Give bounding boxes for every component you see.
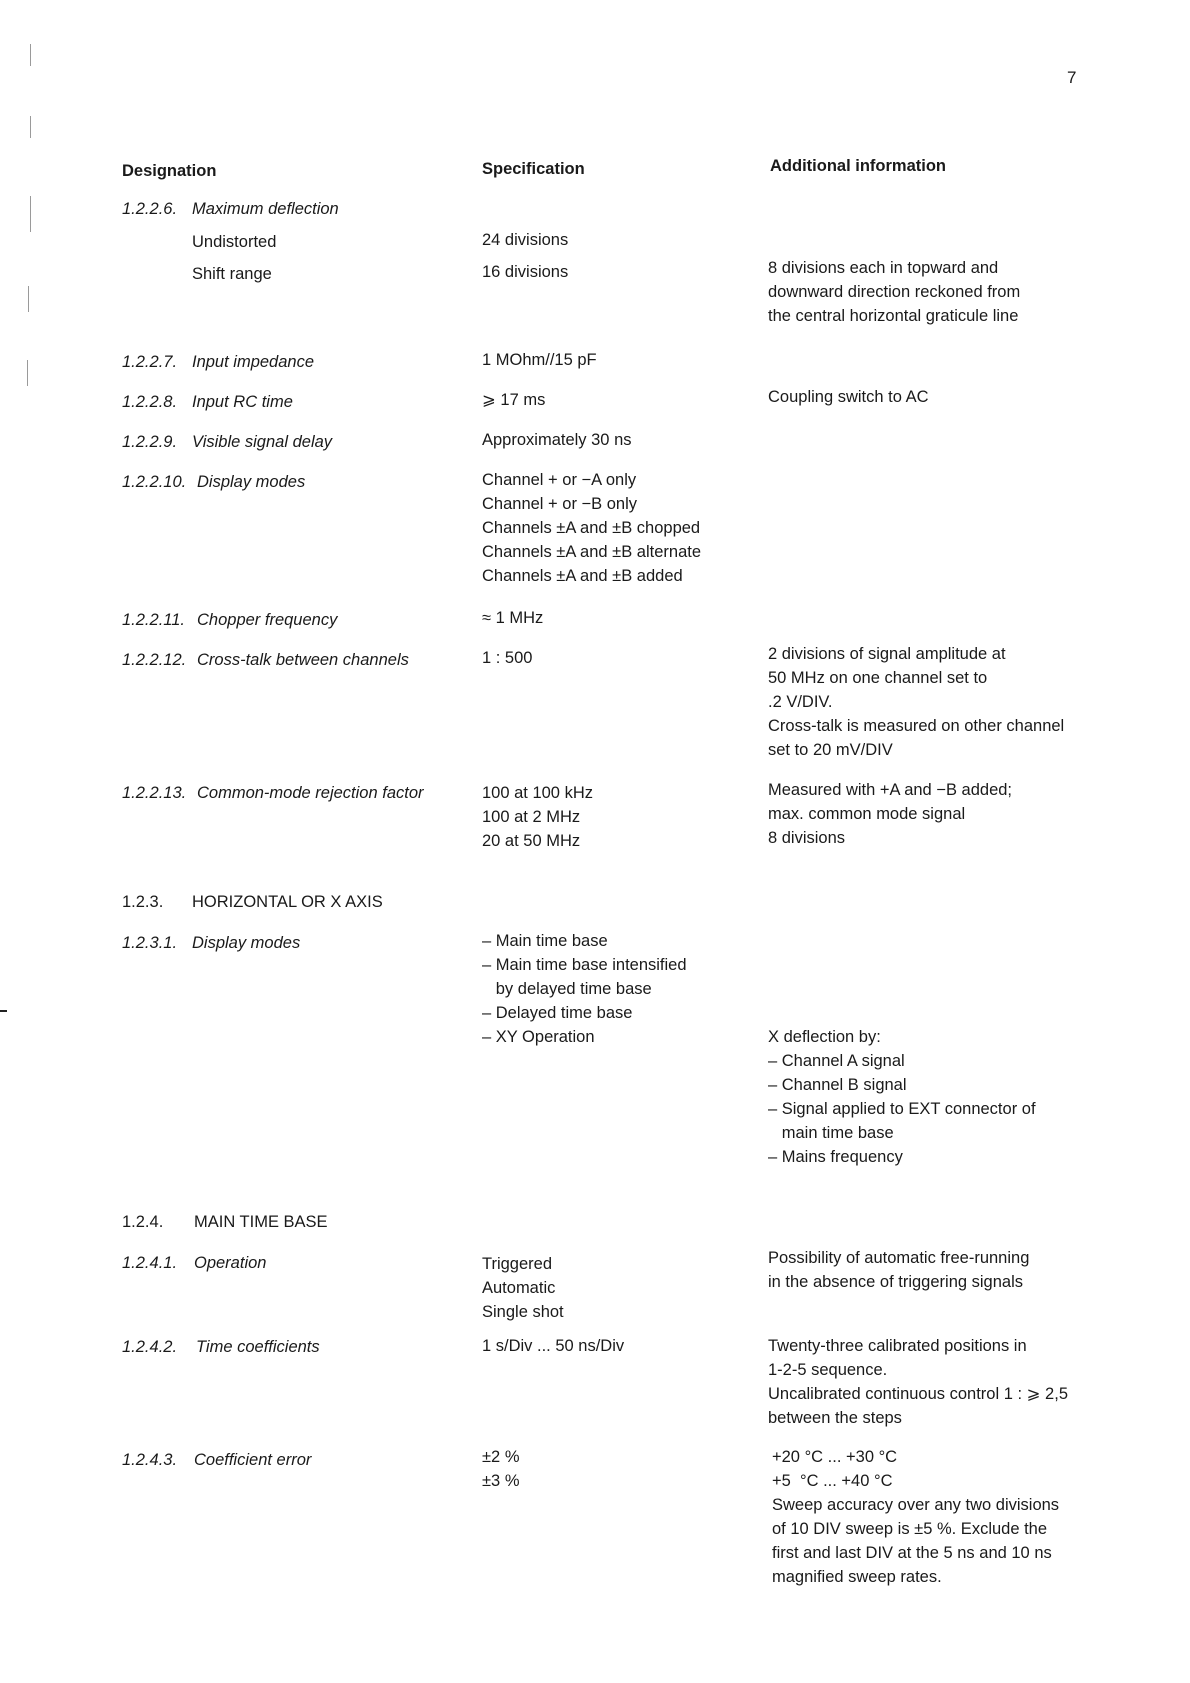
header-additional-information: Additional information bbox=[770, 157, 946, 175]
header-specification: Specification bbox=[482, 160, 585, 178]
row-spec: Channel + or −A only Channel + or −B only Channels ±A and ±B chopped Channels ±A and ±B alternate Channels ±A and ±B added bbox=[482, 471, 702, 585]
section-number: 1.2.2.10. bbox=[122, 473, 187, 491]
row-info: X deflection by: – Channel A signal – Channel B signal – Signal applied to EXT connector of main time base – Mains frequency bbox=[768, 1028, 1036, 1166]
section-title: Visible signal delay bbox=[192, 433, 333, 451]
binding-mark bbox=[28, 286, 29, 312]
section-title: Common-mode rejection factor bbox=[197, 784, 424, 802]
section-title: Time coefficients bbox=[196, 1338, 320, 1356]
row-spec: – Main time base – Main time base intensified by delayed time base – Delayed time base – XY Operation bbox=[482, 932, 687, 1046]
row-info: Coupling switch to AC bbox=[768, 388, 929, 406]
row-spec: 24 divisions bbox=[482, 231, 569, 249]
row-spec: 16 divisions bbox=[482, 263, 569, 281]
section-title: Operation bbox=[194, 1254, 267, 1272]
row-info: 8 divisions each in topward and downward direction reckoned from the central horizontal graticule line bbox=[768, 259, 1021, 325]
section-title: Maximum deflection bbox=[192, 200, 339, 218]
section-number: 1.2.4.1. bbox=[122, 1254, 178, 1272]
section-title: Display modes bbox=[197, 473, 306, 491]
row-spec: ±2 % ±3 % bbox=[482, 1448, 520, 1490]
section-title: Input impedance bbox=[192, 353, 315, 371]
section-number: 1.2.2.7. bbox=[122, 353, 178, 371]
section-number: 1.2.2.11. bbox=[122, 611, 185, 629]
section-number: 1.2.4.3. bbox=[122, 1451, 178, 1469]
section-title: Chopper frequency bbox=[197, 611, 338, 629]
row-info: Possibility of automatic free-running in the absence of triggering signals bbox=[768, 1249, 1030, 1291]
row-info: +20 °C ... +30 °C +5 °C ... +40 °C Sweep accuracy over any two divisions of 10 DIV sweep is ±5 %. Exclude the first and last DIV at the 5 ns and 10 ns magnified sweep rates. bbox=[772, 1448, 1060, 1586]
section-number: 1.2.2.12. bbox=[122, 651, 187, 669]
binding-mark bbox=[30, 116, 31, 138]
row-info: 2 divisions of signal amplitude at 50 MHz on one channel set to .2 V/DIV. Cross-talk is measured on other channel set to 20 mV/DIV bbox=[768, 645, 1065, 759]
section-number: 1.2.4. bbox=[122, 1213, 164, 1231]
binding-mark bbox=[27, 360, 28, 386]
section-number: 1.2.4.2. bbox=[122, 1338, 178, 1356]
row-info: Measured with +A and −B added; max. common mode signal 8 divisions bbox=[768, 781, 1013, 847]
section-title: Input RC time bbox=[192, 393, 293, 411]
row-spec: 1 s/Div ... 50 ns/Div bbox=[482, 1337, 625, 1355]
row-spec: ≈ 1 MHz bbox=[482, 609, 544, 627]
binding-mark bbox=[30, 196, 31, 232]
row-spec: 1 : 500 bbox=[482, 649, 533, 667]
header-designation: Designation bbox=[122, 162, 217, 180]
section-heading: MAIN TIME BASE bbox=[194, 1213, 328, 1231]
section-heading: HORIZONTAL OR X AXIS bbox=[192, 893, 383, 911]
row-spec: ⩾ 17 ms bbox=[482, 391, 546, 409]
row-spec: Triggered Automatic Single shot bbox=[482, 1255, 564, 1321]
row-spec: Approximately 30 ns bbox=[482, 431, 632, 449]
section-number: 1.2.2.13. bbox=[122, 784, 187, 802]
section-number: 1.2.3.1. bbox=[122, 934, 178, 952]
section-number: 1.2.2.8. bbox=[122, 393, 178, 411]
section-number: 1.2.3. bbox=[122, 893, 164, 911]
margin-dash bbox=[0, 1010, 7, 1012]
section-title: Coefficient error bbox=[194, 1451, 312, 1469]
row-info: Twenty-three calibrated positions in 1-2-5 sequence. Uncalibrated continuous control 1 : ⩾ 2,5 between the steps bbox=[768, 1337, 1068, 1427]
section-number: 1.2.2.9. bbox=[122, 433, 178, 451]
section-number: 1.2.2.6. bbox=[122, 200, 178, 218]
section-title: Cross-talk between channels bbox=[197, 651, 409, 669]
row-spec: 100 at 100 kHz 100 at 2 MHz 20 at 50 MHz bbox=[482, 784, 593, 850]
page-number: 7 bbox=[1067, 68, 1077, 87]
row-spec: 1 MOhm//15 pF bbox=[482, 351, 597, 369]
row-label: Shift range bbox=[192, 265, 272, 283]
binding-mark bbox=[30, 44, 31, 66]
section-title: Display modes bbox=[192, 934, 301, 952]
row-label: Undistorted bbox=[192, 233, 277, 251]
